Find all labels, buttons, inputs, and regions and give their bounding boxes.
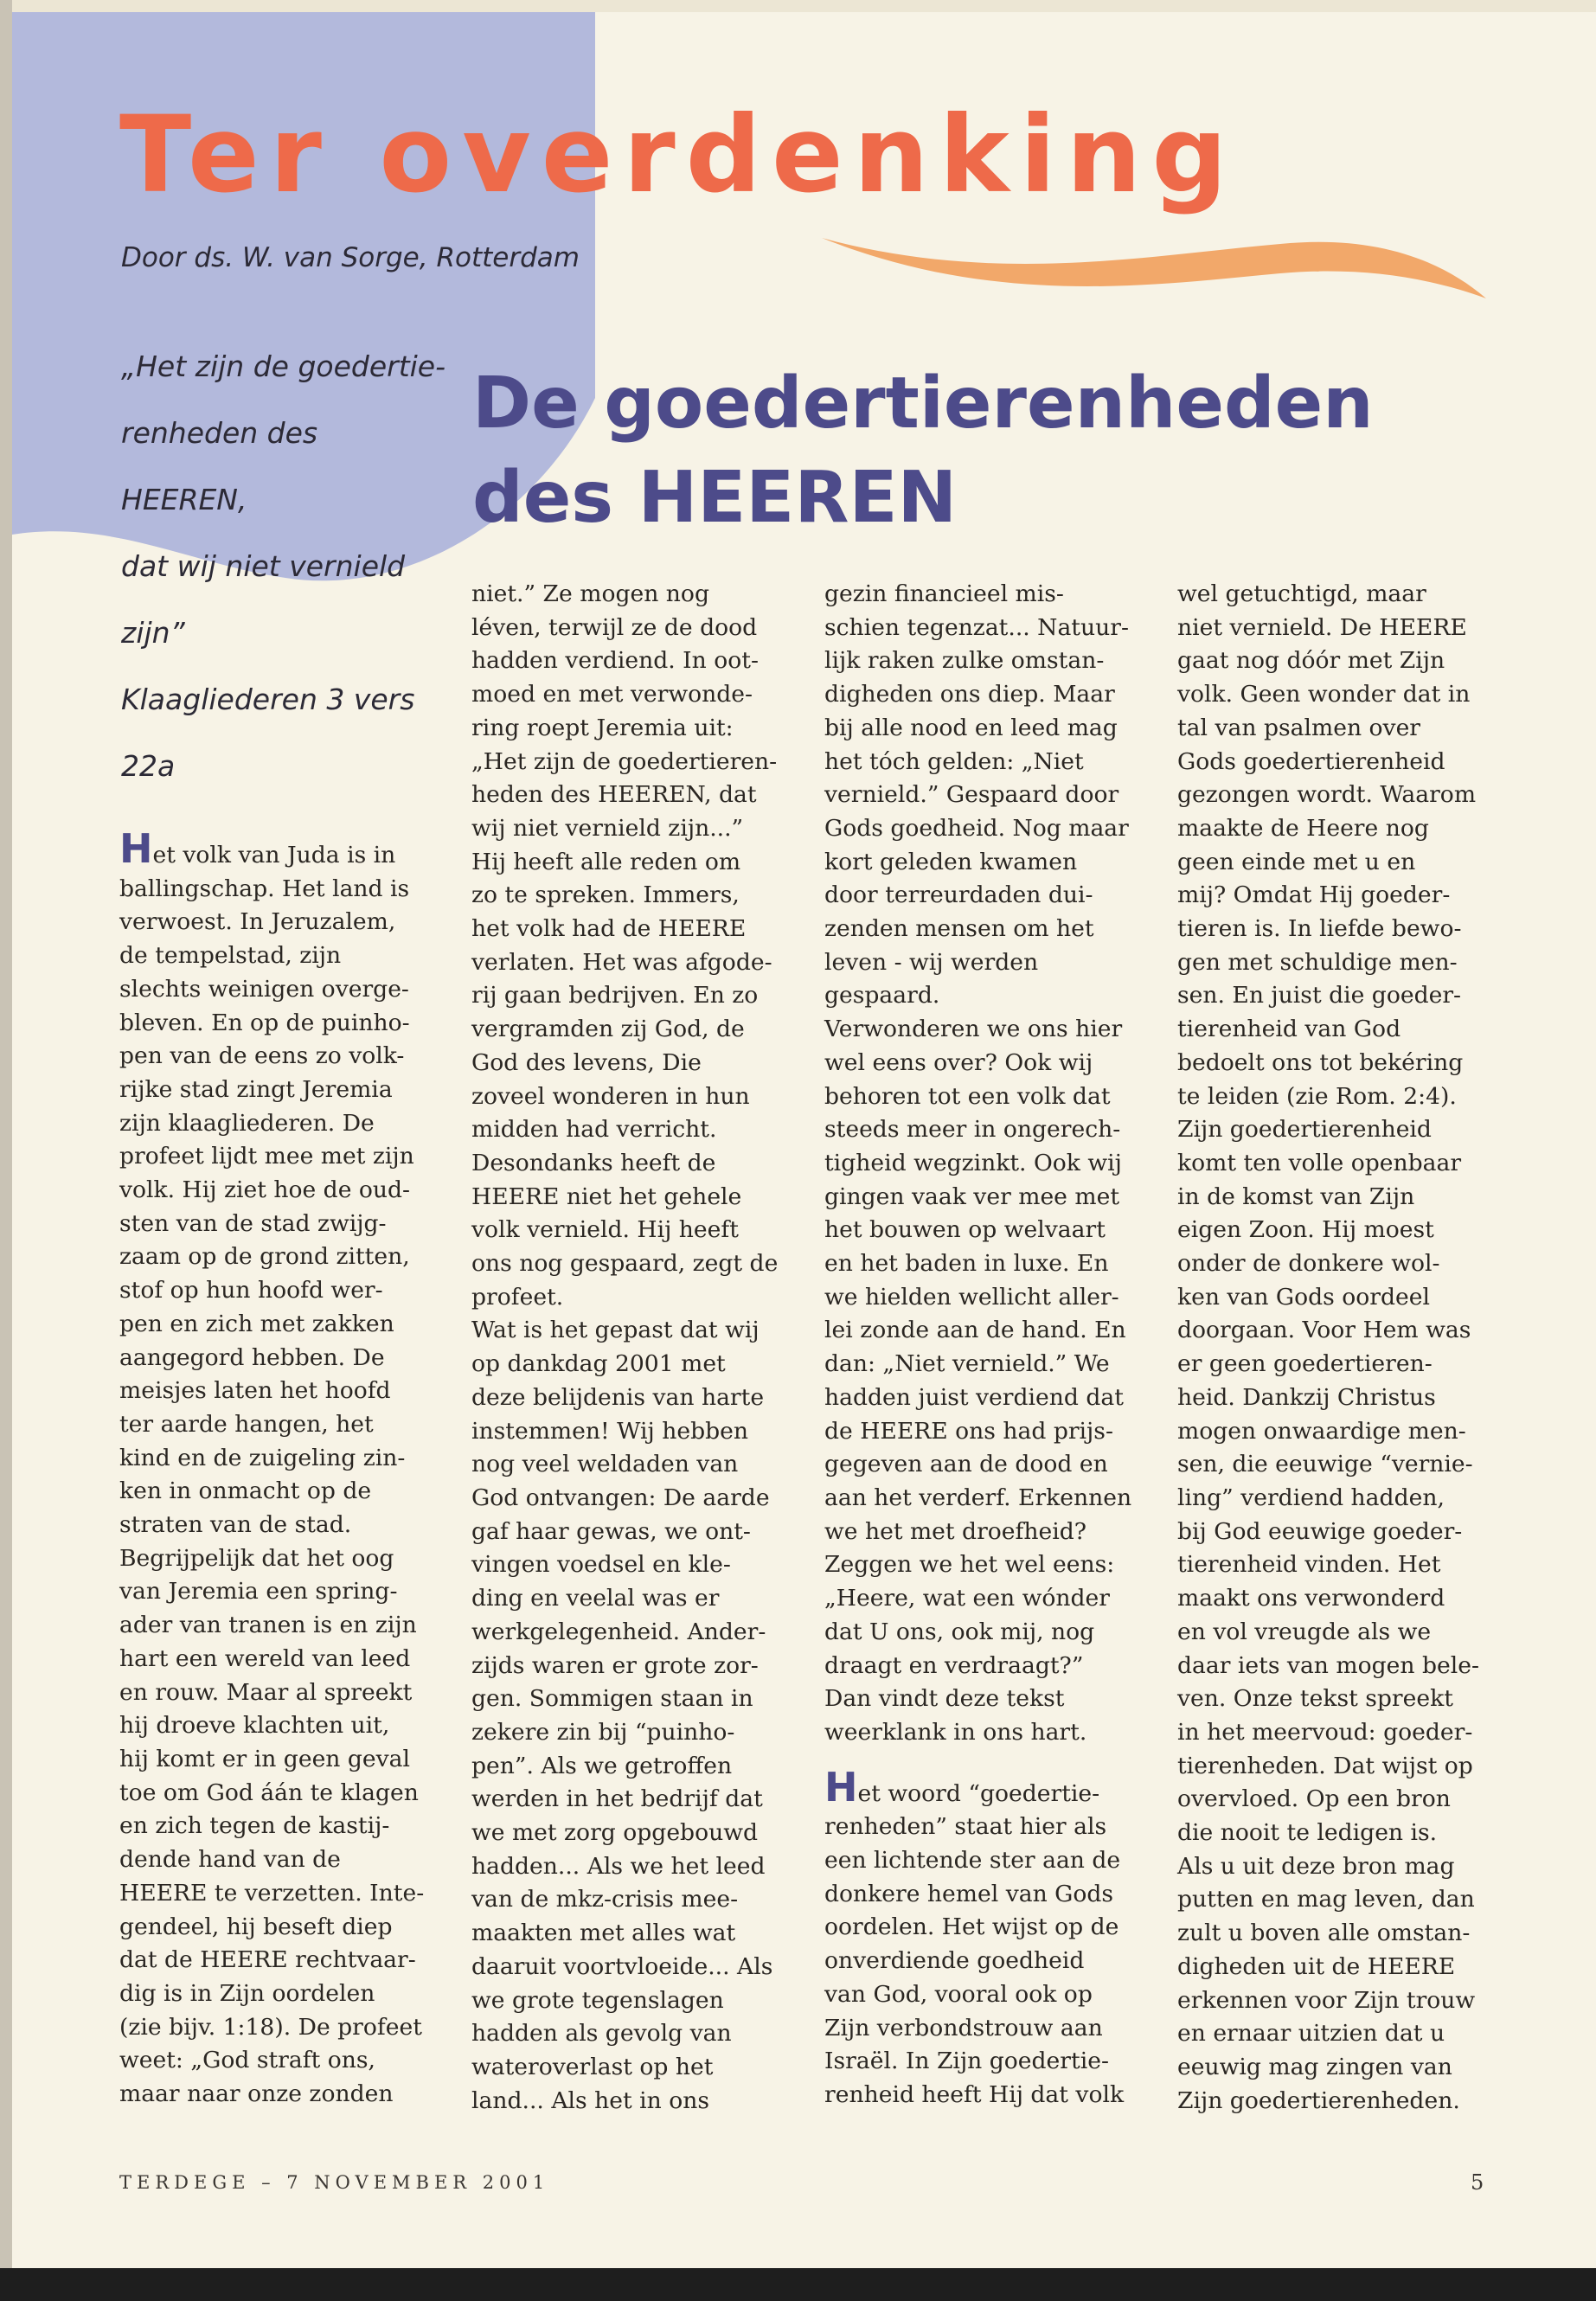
text-line: we met zorg opgebouwd [471, 1819, 759, 1847]
text-line: HEERE niet het gehele [471, 1183, 742, 1210]
text-line: ring roept Jeremia uit: [471, 714, 734, 741]
text-line: gaat nog dóór met Zijn [1177, 647, 1445, 675]
text-column-3 [824, 578, 1149, 2112]
text-line: dat de HEERE rechtvaar- [119, 1946, 416, 1974]
text-line: gezin financieel mis- [824, 580, 1064, 607]
text-line: vernield.” Gespaard door [824, 781, 1119, 809]
text-line: tierenheid van God [1177, 1016, 1401, 1043]
text-line: hart een wereld van leed [119, 1644, 411, 1672]
text-line: en zich tegen de kastij- [119, 1812, 390, 1840]
text-line: ballingschap. Het land is [119, 875, 410, 902]
text-line: Dan vindt deze tekst [824, 1685, 1065, 1713]
text-line: hij komt er in geen geval [119, 1745, 411, 1772]
text-line: en rouw. Maar al spreekt [119, 1678, 413, 1706]
headline-line-2: des HEEREN [472, 457, 958, 539]
text-line: oordelen. Het wijst op de [824, 1913, 1119, 1941]
text-line: niet vernield. De HEERE [1177, 613, 1467, 641]
text-line: weet: „God straft ons, [119, 2047, 375, 2074]
text-line: gen met schuldige men- [1177, 948, 1458, 976]
text-line: weerklank in ons hart. [824, 1718, 1087, 1746]
text-line: een lichtende ster aan de [824, 1847, 1121, 1875]
text-line: van Jeremia een spring- [119, 1578, 398, 1606]
text-line: pen”. Als we getroffen [471, 1752, 733, 1779]
text-line: mogen onwaardige men- [1177, 1417, 1466, 1445]
text-line: straten van de stad. [119, 1511, 352, 1539]
column-lines [1177, 578, 1502, 2118]
text-line: slechts weinigen overge- [119, 975, 409, 1003]
text-line: werden in het bedrijf dat [471, 1785, 763, 1813]
text-line: en ernaar uitzien dat u [1177, 2020, 1445, 2048]
text-line: HEERE te verzetten. Inte- [119, 1879, 425, 1907]
text-line: pen en zich met zakken [119, 1310, 394, 1337]
text-line: werkgelegenheid. Ander- [471, 1618, 766, 1645]
text-line: lijk raken zulke omstan- [824, 647, 1105, 675]
text-line: daaruit voortvloeide... Als [471, 1952, 773, 1980]
text-line: wij niet vernield zijn...” [471, 814, 744, 842]
text-line: leven - wij werden [824, 948, 1039, 976]
text-line: draagt en verdraagt?” [824, 1651, 1084, 1679]
text-line: onder de donkere wol- [1177, 1250, 1440, 1278]
text-line: er geen goedertieren- [1177, 1350, 1433, 1378]
page-number: 5 [1471, 2170, 1484, 2195]
text-line: instemmen! Wij hebben [471, 1417, 748, 1445]
text-line: gingen vaak ver mee met [824, 1183, 1120, 1210]
text-line: de HEERE ons had prijs- [824, 1417, 1113, 1445]
text-line: volk. Hij ziet hoe de oud- [119, 1176, 411, 1204]
text-line: dende hand van de [119, 1846, 341, 1874]
text-line: gen. Sommigen staan in [471, 1685, 753, 1713]
text-line: gezongen wordt. Waarom [1177, 781, 1477, 809]
text-column-4 [1177, 578, 1502, 2118]
column-lines [824, 1811, 1149, 2112]
text-line: door terreurdaden dui- [824, 881, 1093, 909]
pull-quote [121, 333, 450, 799]
text-line: bedoelt ons tot bekéring [1177, 1048, 1464, 1076]
text-line: sen, die eeuwige “vernie- [1177, 1451, 1473, 1478]
text-line: zijds waren er grote zor- [471, 1651, 759, 1679]
first-line-text: et woord “goedertie- [857, 1779, 1100, 1807]
section-title: Ter overdenking [119, 93, 1238, 216]
text-line: maar naar onze zonden [119, 2080, 394, 2108]
text-line: tierenheden. Dat wijst op [1177, 1752, 1473, 1779]
text-line: „Het zijn de goedertieren- [471, 747, 778, 775]
scan-bottom-bar [0, 2268, 1596, 2301]
text-line: daar iets van mogen bele- [1177, 1651, 1479, 1679]
text-line: renheden” staat hier als [824, 1813, 1107, 1841]
paragraph-gap [824, 1750, 1149, 1767]
drop-cap: H [119, 825, 153, 872]
text-line: komt ten volle openbaar [1177, 1149, 1462, 1176]
text-line: profeet lijdt mee met zijn [119, 1143, 414, 1170]
text-line: ling” verdiend hadden, [1177, 1484, 1445, 1511]
text-line: ons nog gespaard, zegt de [471, 1250, 779, 1278]
byline: Door ds. W. van Sorge, Rotterdam [121, 242, 580, 273]
text-line: ader van tranen is en zijn [119, 1612, 417, 1639]
text-line: tal van psalmen over [1177, 714, 1421, 741]
text-line: te leiden (zie Rom. 2:4). [1177, 1082, 1457, 1110]
text-line: midden had verricht. [471, 1116, 717, 1144]
text-line: niet.” Ze mogen nog [471, 580, 709, 607]
column-lines [471, 578, 796, 2118]
text-line: digheden uit de HEERE [1177, 1952, 1456, 1980]
column-lines [824, 578, 1149, 1750]
text-line: in de komst van Zijn [1177, 1183, 1415, 1210]
text-line: wel eens over? Ook wij [824, 1048, 1093, 1076]
text-line: Desondanks heeft de [471, 1149, 716, 1176]
pull-quote-line: 22a [121, 749, 176, 783]
text-line: zekere zin bij “puinho- [471, 1718, 735, 1746]
text-line: toe om God áán te klagen [119, 1779, 419, 1806]
text-line: deze belijdenis van harte [471, 1383, 765, 1411]
text-line: verlaten. Het was afgode- [471, 948, 772, 976]
drop-cap: H [824, 1763, 858, 1811]
text-line: bleven. En op de puinho- [119, 1009, 410, 1036]
text-line: heid. Dankzij Christus [1177, 1383, 1436, 1411]
text-line: steeds meer in ongerech- [824, 1116, 1121, 1144]
text-line: nog veel weldaden van [471, 1451, 739, 1478]
text-line: léven, terwijl ze de dood [471, 613, 758, 641]
text-line: vergramden zij God, de [471, 1016, 745, 1043]
text-line: ken van Gods oordeel [1177, 1283, 1431, 1311]
text-line: God des levens, Die [471, 1048, 702, 1076]
text-line: Als u uit deze bron mag [1177, 1852, 1455, 1880]
text-line: hadden verdiend. In oot- [471, 647, 759, 675]
text-line: behoren tot een volk dat [824, 1082, 1111, 1110]
text-line: tierenheid vinden. Het [1177, 1551, 1441, 1579]
text-line: ding en veelal was er [471, 1585, 720, 1612]
text-line: hadden... Als we het leed [471, 1852, 766, 1880]
text-line: geen einde met u en [1177, 848, 1416, 875]
text-line: we hielden wellicht aller- [824, 1283, 1119, 1311]
text-line: donkere hemel van Gods [824, 1880, 1114, 1907]
text-line: zult u boven alle omstan- [1177, 1920, 1471, 1947]
text-line: God ontvangen: De aarde [471, 1484, 770, 1511]
text-line: sten van de stad zwijg- [119, 1209, 387, 1237]
text-line: dig is in Zijn oordelen [119, 1979, 375, 2007]
text-line: volk vernield. Hij heeft [471, 1216, 739, 1244]
text-line: Zeggen we het wel eens: [824, 1551, 1115, 1579]
text-line: die nooit te ledigen is. [1177, 1819, 1438, 1847]
text-line: „Heere, wat een wónder [824, 1585, 1110, 1612]
text-line: het bouwen op welvaart [824, 1216, 1106, 1244]
text-line: aangegord hebben. De [119, 1343, 385, 1371]
text-line: sen. En juist die goeder- [1177, 982, 1462, 1009]
text-line: bij alle nood en leed mag [824, 714, 1118, 741]
text-line: profeet. [471, 1283, 564, 1311]
text-line: moed en met verwonde- [471, 681, 753, 708]
text-line: kort geleden kwamen [824, 848, 1078, 875]
text-line: renheid heeft Hij dat volk [824, 2080, 1125, 2108]
text-line: overvloed. Op een bron [1177, 1785, 1451, 1813]
text-line: en vol vreugde als we [1177, 1618, 1432, 1645]
article-headline [472, 356, 1467, 545]
footer-publication: TERDEGE – 7 NOVEMBER 2001 [119, 2172, 550, 2193]
text-line: putten en mag leven, dan [1177, 1886, 1475, 1913]
text-line: lei zonde aan de hand. En [824, 1317, 1126, 1344]
text-line: ter aarde hangen, het [119, 1410, 374, 1438]
text-line: zo te spreken. Immers, [471, 881, 740, 909]
orange-wave [822, 238, 1486, 298]
text-line: zenden mensen om het [824, 915, 1094, 943]
text-line: Zijn goedertierenheid [1177, 1116, 1432, 1144]
text-line: maakte de Heere nog [1177, 814, 1429, 842]
text-line: Gods goedheid. Nog maar [824, 814, 1129, 842]
text-line: zaam op de grond zitten, [119, 1243, 410, 1271]
headline-line-1: De goedertierenheden [472, 362, 1374, 445]
text-line: we grote tegenslagen [471, 1986, 724, 2014]
column-lines [119, 873, 444, 2112]
column-first-line [824, 1763, 1149, 1811]
text-line: het tóch gelden: „Niet [824, 747, 1084, 775]
text-line: van de mkz-crisis mee- [471, 1886, 739, 1913]
text-line: erkennen voor Zijn trouw [1177, 1986, 1476, 2014]
text-line: heden des HEEREN, dat [471, 781, 757, 809]
text-line: de tempelstad, zijn [119, 942, 342, 970]
text-line: eeuwig mag zingen van [1177, 2053, 1452, 2080]
pull-quote-line: zijn” [121, 616, 185, 650]
text-line: doorgaan. Voor Hem was [1177, 1317, 1471, 1344]
text-line: mij? Omdat Hij goeder- [1177, 881, 1451, 909]
text-line: vingen voedsel en kle- [471, 1551, 731, 1579]
text-line: pen van de eens zo volk- [119, 1042, 405, 1070]
text-line: Hij heeft alle reden om [471, 848, 741, 875]
text-line: rijke stad zingt Jeremia [119, 1075, 393, 1103]
text-line: hadden als gevolg van [471, 2020, 732, 2048]
pull-quote-line: „Het zijn de goedertie- [121, 349, 446, 383]
text-line: dat U ons, ook mij, nog [824, 1618, 1095, 1645]
text-line: ken in onmacht op de [119, 1477, 372, 1505]
text-line: maakten met alles wat [471, 1920, 736, 1947]
text-line: schien tegenzat... Natuur- [824, 613, 1129, 641]
text-line: kind en de zuigeling zin- [119, 1444, 406, 1471]
text-line: volk. Geen wonder dat in [1177, 681, 1471, 708]
text-line: dan: „Niet vernield.” We [824, 1350, 1110, 1378]
text-line: gegeven aan de dood en [824, 1451, 1108, 1478]
pull-quote-line: dat wij niet vernield [121, 549, 406, 583]
text-line: gendeel, hij beseft diep [119, 1913, 393, 1940]
text-line: wateroverlast op het [471, 2053, 714, 2080]
text-line: Zijn verbondstrouw aan [824, 2014, 1103, 2041]
pull-quote-line: Klaagliederen 3 vers [121, 683, 415, 716]
text-column-2 [471, 578, 796, 2118]
column-first-line [119, 825, 444, 873]
text-line: digheden ons diep. Maar [824, 681, 1115, 708]
text-line: meisjes laten het hoofd [119, 1377, 391, 1405]
text-line: land... Als het in ons [471, 2086, 710, 2114]
text-line: hadden juist verdiend dat [824, 1383, 1124, 1411]
text-line: maakt ons verwonderd [1177, 1585, 1445, 1612]
text-line: aan het verderf. Erkennen [824, 1484, 1132, 1511]
text-line: onverdiende goedheid [824, 1947, 1085, 1975]
text-line: Begrijpelijk dat het oog [119, 1544, 394, 1572]
text-column-1 [119, 825, 444, 2112]
text-line: Wat is het gepast dat wij [471, 1317, 760, 1344]
text-line: Zijn goedertierenheden. [1177, 2086, 1460, 2114]
text-line: Gods goedertierenheid [1177, 747, 1445, 775]
text-line: (zie bijv. 1:18). De profeet [119, 2013, 422, 2041]
text-line: eigen Zoon. Hij moest [1177, 1216, 1434, 1244]
text-line: gaf haar gewas, we ont- [471, 1517, 751, 1545]
text-line: tigheid wegzinkt. Ook wij [824, 1149, 1122, 1176]
first-line-text: et volk van Juda is in [152, 842, 396, 868]
text-line: Verwonderen we ons hier [824, 1016, 1123, 1043]
text-line: Israël. In Zijn goedertie- [824, 2048, 1109, 2075]
text-line: het volk had de HEERE [471, 915, 747, 943]
text-line: in het meervoud: goeder- [1177, 1718, 1473, 1746]
text-line: zijn klaagliederen. De [119, 1109, 375, 1137]
text-line: tieren is. In liefde bewo- [1177, 915, 1462, 943]
pull-quote-line: renheden des HEEREN, [121, 416, 318, 516]
text-line: van God, vooral ook op [824, 1980, 1093, 2008]
text-line: hij droeve klachten uit, [119, 1712, 390, 1740]
text-line: zoveel wonderen in hun [471, 1082, 750, 1110]
text-line: gespaard. [824, 982, 940, 1009]
text-line: ven. Onze tekst spreekt [1177, 1685, 1453, 1713]
text-line: verwoest. In Jeruzalem, [119, 908, 396, 936]
text-line: rij gaan bedrijven. En zo [471, 982, 759, 1009]
text-line: wel getuchtigd, maar [1177, 580, 1426, 607]
text-line: op dankdag 2001 met [471, 1350, 726, 1378]
text-line: en het baden in luxe. En [824, 1250, 1109, 1278]
text-line: we het met droefheid? [824, 1517, 1087, 1545]
text-line: stof op hun hoofd wer- [119, 1277, 383, 1304]
text-line: bij God eeuwige goeder- [1177, 1517, 1463, 1545]
